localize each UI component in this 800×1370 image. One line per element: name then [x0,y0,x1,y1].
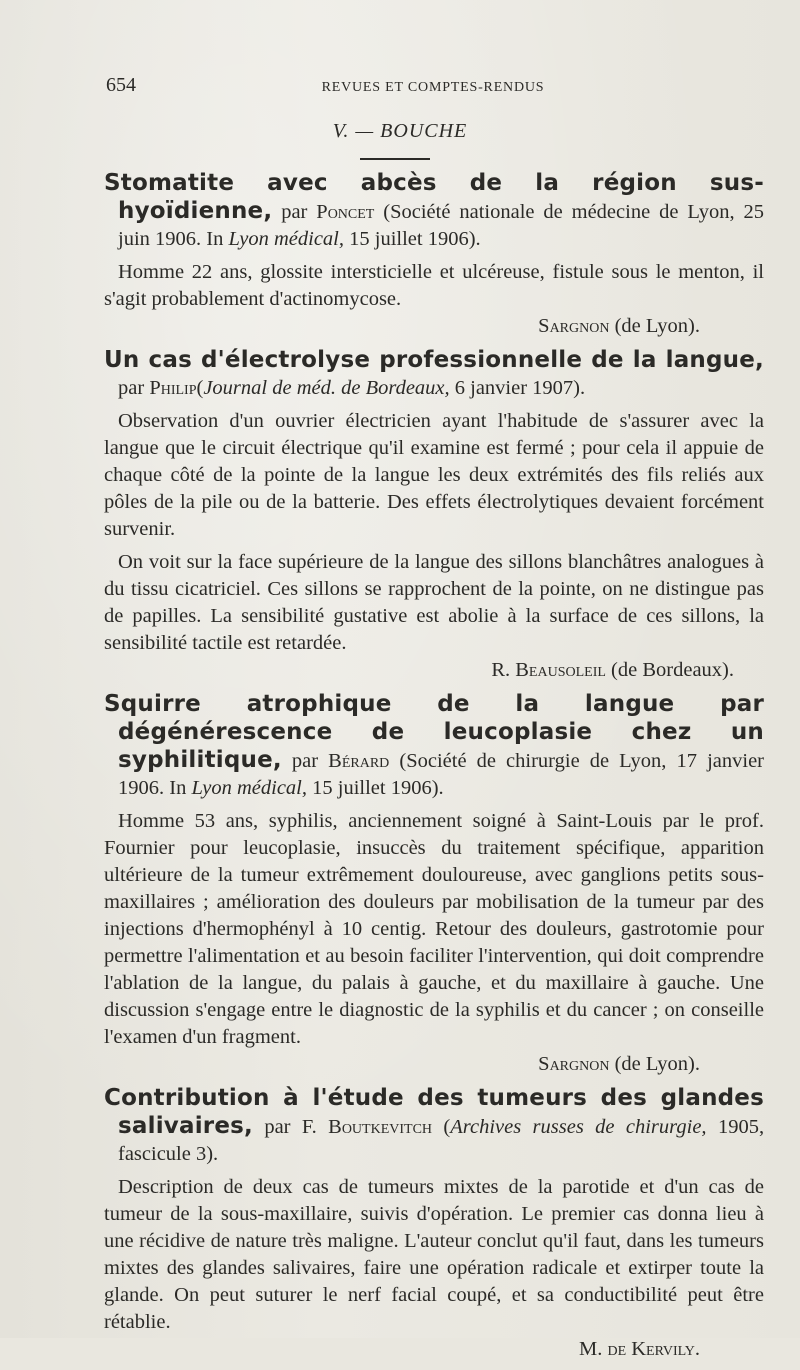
article-by: par F. [264,1116,317,1138]
article-reference: (Société nationale de médecine de Lyon, 25 juin 1906. In [118,201,764,250]
article-author: Poncet [316,201,375,223]
signature-name: Beausoleil [515,659,606,681]
article-signature [104,1051,764,1078]
article-heading [104,347,764,402]
article-author: Bérard [328,750,390,772]
article-title: Squirre atrophique de la langue par dégénérescence de leucoplasie chez un syphilitique, [104,691,764,773]
article-list [104,170,764,1370]
article-reference: ( [443,1116,451,1138]
signature-prefix: R. [491,659,511,681]
article [104,170,764,340]
article-signature [104,313,764,340]
article-title: Un cas d'électrolyse professionnelle de la langue, [104,347,764,373]
article-paragraph: Homme 53 ans, syphilis, anciennement soigné à Saint-Louis par le prof. Fournier pour leucoplasie, insuccès du traitement spécifique, apparition ultérieure de la tumeur extrêmement douloureuse, avec ganglions petits sous-maxillaires ; amélioration des douleurs par mobilisation de la tumeur par des injections d'hermophényl à 10 centig. Retour des douleurs, gastrotomie pour permettre l'alimentation et au besoin faciliter l'intervention, qui doit comprendre l'ablation de la langue, du palais à gauche, et du maxillaire à gauche. Une discussion s'engage entre le diagnostic de la syphilis et du cancer ; on conseille l'examen d'un fragment. [104,810,764,1048]
article-title: Stomatite avec abcès de la région sus-hyoïdienne, [104,170,764,224]
article-paragraph: Homme 22 ans, glossite intersticielle et ulcéreuse, fistule sous le menton, il s'agit probablement d'actinomycose. [104,261,764,310]
running-title: REVUES ET COMPTES-RENDUS [321,80,545,95]
article-reference-date: 6 janvier 1907). [454,377,586,399]
signature-name: Sargnon [538,1053,610,1075]
article-reference: (Société de chirurgie de Lyon, 17 janvier 1906. In [118,750,765,799]
article-author: Philip [149,377,197,399]
signature-name: de Kervily. [607,1338,700,1360]
article-reference: ( [196,377,204,399]
article-journal: Lyon médical, [191,777,307,799]
article-by: par [291,750,319,772]
article-by: par [281,201,308,223]
article-author: Boutkevitch [328,1116,433,1138]
article-signature [104,1336,764,1363]
section-title: V. — BOUCHE [332,120,468,142]
article-signature [104,657,764,684]
signature-place: (de Lyon). [614,315,700,337]
article-reference-date: 15 juillet 1906). [312,777,444,799]
article-reference-date: 1905, fascicule 3). [118,1116,765,1165]
article-journal: Journal de méd. de Bordeaux, [203,377,450,399]
article-heading [104,170,764,253]
article-journal: Lyon médical, [228,228,345,250]
signature-prefix: M. [578,1338,603,1360]
article-heading [104,1085,764,1168]
signature-place: (de Bordeaux). [611,659,734,681]
section-rule [360,158,430,160]
article-by: par [118,377,145,399]
article-journal: Archives russes de chirurgie, [450,1116,707,1138]
article [104,1085,764,1363]
article [104,347,764,684]
article-heading [104,691,764,802]
article-paragraph: On voit sur la face supérieure de la langue des sillons blanchâtres analogues à du tissu cicatriciel. Ces sillons se rapprochent de la pointe, on ne distingue pas de papilles. La sensibilité gustative est abolie à la surface de ces sillons, la sensibilité tactile est retardée. [104,551,764,654]
article [104,691,764,1078]
page-header [106,74,760,104]
signature-place: (de Lyon). [614,1053,700,1075]
article-paragraph: Observation d'un ouvrier électricien ayant l'habitude de s'assurer avec la langue que le circuit électrique qu'il examine est fermé ; pour cela il appuie de chaque côté de la pointe de la langue les deux extrémités des fils reliés aux pôles de la pile ou de la batterie. Des effets électrolytiques devaient forcément survenir. [104,410,764,540]
article-paragraph: Description de deux cas de tumeurs mixtes de la parotide et d'un cas de tumeur de la sous-maxillaire, suivis d'opération. Le premier cas donna lieu à une récidive de nature très maligne. L'auteur conclut qu'il faut, dans les tumeurs mixtes des glandes salivaires, faire une opération radicale et extirper toute la glande. On peut suturer le nerf facial coupé, et sa conductibilité peut être rétablie. [104,1176,764,1333]
signature-name: Sargnon [538,315,610,337]
article-title: Contribution à l'étude des tumeurs des glandes salivaires, [104,1085,764,1139]
article-reference-date: 15 juillet 1906). [349,228,481,250]
page-number: 654 [106,74,136,96]
